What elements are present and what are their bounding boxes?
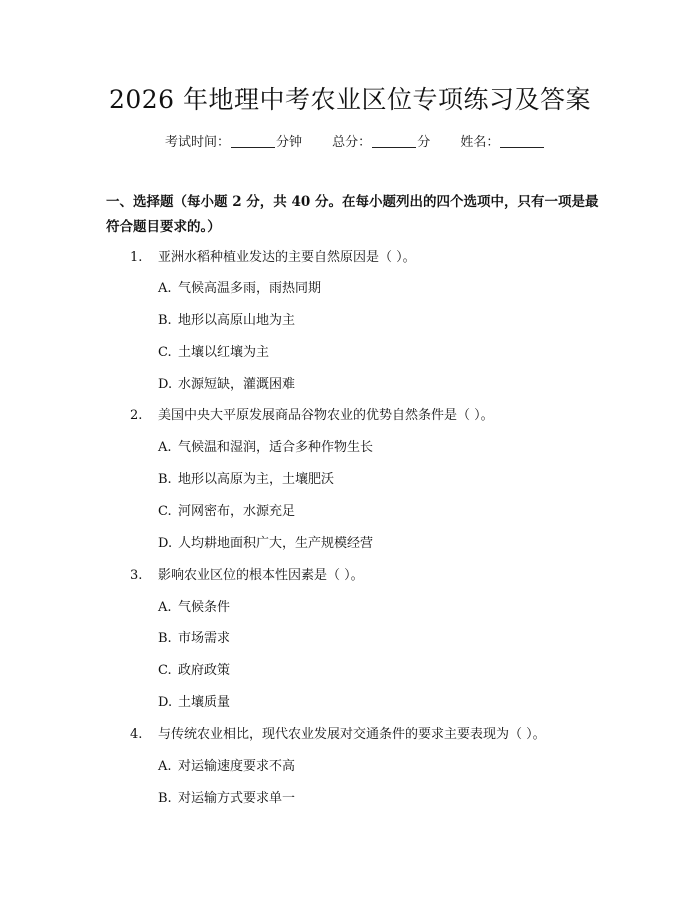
option-1d	[158, 373, 295, 392]
option-letter: D.	[158, 695, 173, 710]
option-letter: A.	[158, 281, 172, 296]
option-2a	[158, 436, 373, 455]
option-text: 水源短缺，灌溉困难	[178, 377, 296, 392]
option-2c	[158, 500, 295, 519]
option-letter: B.	[158, 313, 172, 328]
option-text: 土壤以红壤为主	[178, 345, 270, 360]
time-unit: 分钟	[276, 135, 303, 150]
question-3	[130, 564, 364, 583]
question-text: 亚洲水稻种植业发达的主要自然原因是（ ）。	[158, 250, 416, 265]
option-3d	[158, 691, 230, 710]
name-blank	[500, 135, 544, 148]
option-letter: D.	[158, 377, 173, 392]
option-text: 人均耕地面积广大，生产规模经营	[178, 536, 374, 551]
option-text: 地形以高原山地为主	[178, 313, 296, 328]
time-label: 考试时间：	[165, 135, 231, 150]
section-heading: 一、选择题（每小题 2 分，共 40 分。在每小题列出的四个选项中，只有一项是最符合题目要求的。）	[106, 194, 599, 235]
question-1	[130, 246, 416, 265]
option-letter: A.	[158, 600, 172, 615]
option-text: 土壤质量	[178, 695, 231, 710]
option-text: 市场需求	[178, 631, 231, 646]
question-number: 3.	[130, 568, 143, 583]
option-text: 气候高温多雨，雨热同期	[178, 281, 322, 296]
option-text: 河网密布，水源充足	[178, 504, 296, 519]
question-text: 与传统农业相比，现代农业发展对交通条件的要求主要表现为（ ）。	[158, 727, 546, 742]
score-unit: 分	[417, 135, 431, 150]
option-letter: B.	[158, 472, 172, 487]
option-letter: C.	[158, 663, 172, 678]
option-4a	[158, 755, 295, 774]
question-number: 4.	[130, 727, 143, 742]
option-letter: B.	[158, 791, 172, 806]
option-2d	[158, 532, 373, 551]
total-score	[332, 131, 430, 150]
option-1b	[158, 309, 295, 328]
time-blank	[231, 135, 275, 148]
option-letter: C.	[158, 345, 172, 360]
option-3c	[158, 659, 230, 678]
option-text: 气候条件	[178, 600, 231, 615]
question-2	[130, 404, 494, 423]
exam-meta	[165, 131, 571, 150]
question-text: 影响农业区位的根本性因素是（ ）。	[158, 568, 364, 583]
option-3b	[158, 627, 230, 646]
option-text: 对运输方式要求单一	[178, 791, 296, 806]
page-title: 2026 年地理中考农业区位专项练习及答案	[108, 85, 592, 114]
score-blank	[372, 135, 416, 148]
option-letter: B.	[158, 631, 172, 646]
question-text: 美国中央大平原发展商品谷物农业的优势自然条件是（ ）。	[158, 408, 494, 423]
option-letter: A.	[158, 759, 172, 774]
question-number: 2.	[130, 408, 143, 423]
option-text: 气候温和湿润，适合多种作物生长	[178, 440, 374, 455]
option-1a	[158, 277, 321, 296]
option-text: 对运输速度要求不高	[178, 759, 296, 774]
name-label: 姓名：	[460, 135, 500, 150]
student-name	[460, 131, 545, 150]
score-label: 总分：	[332, 135, 372, 150]
exam-time	[165, 131, 302, 150]
option-3a	[158, 596, 230, 615]
question-4	[130, 723, 546, 742]
option-letter: C.	[158, 504, 172, 519]
option-letter: A.	[158, 440, 172, 455]
option-2b	[158, 468, 334, 487]
option-1c	[158, 341, 269, 360]
option-text: 地形以高原为主，土壤肥沃	[178, 472, 335, 487]
option-4b	[158, 787, 295, 806]
option-letter: D.	[158, 536, 173, 551]
question-number: 1.	[130, 250, 143, 265]
option-text: 政府政策	[178, 663, 231, 678]
